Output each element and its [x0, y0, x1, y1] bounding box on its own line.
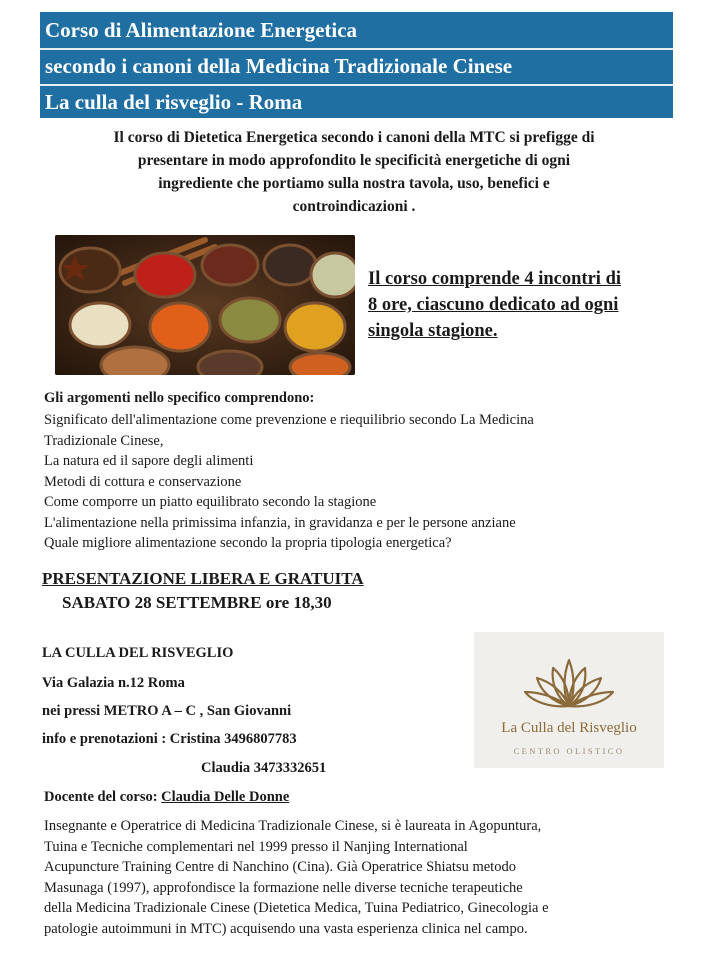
bio-line: Insegnante e Operatrice di Medicina Tradizionale Cinese, si è laureata in Agopuntura, [44, 818, 542, 834]
course-summary-line: Il corso comprende 4 incontri di [368, 269, 621, 289]
teacher-label: Docente del corso: [44, 789, 162, 805]
banner-line-2: secondo i canoni della Medicina Tradizionale Cinese [45, 54, 513, 78]
banner-divider [40, 84, 673, 86]
bio-line: Tuina e Tecniche complementari nel 1999 presso il Nanjing International [44, 838, 468, 855]
contact-claudia: Claudia 3473332651 [201, 760, 327, 776]
presentation-date: SABATO 28 SETTEMBRE ore 18,30 [62, 593, 332, 612]
presentation-title: PRESENTAZIONE LIBERA E GRATUITA [42, 569, 364, 588]
banner-line-1: Corso di Alimentazione Energetica [45, 18, 358, 42]
bio-line: della Medicina Tradizionale Cinese (Dietetica Medica, Tuina Pediatrico, Ginecologia e [44, 900, 549, 916]
topic-item: Tradizionale Cinese, [44, 432, 164, 449]
course-summary-line: 8 ore, ciascuno dedicato ad ogni [368, 295, 619, 315]
teacher-line [44, 789, 289, 806]
logo-name: La Culla del Risveglio [501, 720, 637, 736]
bio-line: patologie autoimmuni in MTC) acquisendo una vasta esperienza clinica nel campo. [44, 920, 528, 937]
contact-cristina: info e prenotazioni : Cristina 3496807783 [42, 731, 297, 747]
topic-item: La natura ed il sapore degli alimenti [44, 453, 254, 469]
banner-line-3: La culla del risveglio - Roma [45, 90, 303, 114]
topics-list [44, 410, 684, 554]
bio-line: Masunaga (1997), approfondisce la formazione nelle diverse tecniche terapeutiche [44, 879, 523, 896]
intro-line: controindicazioni . [292, 198, 416, 215]
intro-line: Il corso di Dietetica Energetica secondo i canoni della MTC si prefigge di [113, 129, 595, 146]
teacher-bio [44, 816, 684, 939]
venue-address: Via Galazia n.12 Roma [42, 675, 185, 691]
course-summary [368, 266, 678, 344]
course-summary-line: singola stagione. [368, 321, 498, 341]
bio-line: Acupuncture Training Centre di Nanchino (Cina). Già Operatrice Shiatsu metodo [44, 859, 516, 875]
spices-photo [55, 235, 355, 375]
teacher-name: Claudia Delle Donne [161, 789, 290, 805]
intro-line: presentare in modo approfondito le specificità energetiche di ogni [137, 152, 571, 169]
intro-paragraph [50, 126, 658, 218]
topic-item: Metodi di cottura e conservazione [44, 473, 242, 490]
title-banner [40, 12, 673, 118]
topic-item: Quale migliore alimentazione secondo la propria tipologia energetica? [44, 535, 452, 551]
venue-name: LA CULLA DEL RISVEGLIO [42, 645, 234, 661]
logo-card [474, 632, 664, 768]
intro-line: ingrediente che portiamo sulla nostra tavola, uso, benefici e [158, 175, 550, 192]
venue-metro: nei pressi METRO A – C , San Giovanni [42, 703, 292, 719]
topic-item: L'alimentazione nella primissima infanzia, in gravidanza e per le persone anziane [44, 514, 516, 531]
topics-title: Gli argomenti nello specifico comprendono: [44, 390, 315, 406]
logo-subtitle: CENTRO OLISTICO [513, 746, 625, 756]
banner-divider [40, 48, 673, 50]
topic-item: Come comporre un piatto equilibrato secondo la stagione [44, 494, 377, 510]
lotus-icon [519, 654, 619, 716]
topic-item: Significato dell'alimentazione come prevenzione e riequilibrio secondo La Medicina [44, 412, 534, 428]
spices-illustration [55, 235, 355, 375]
